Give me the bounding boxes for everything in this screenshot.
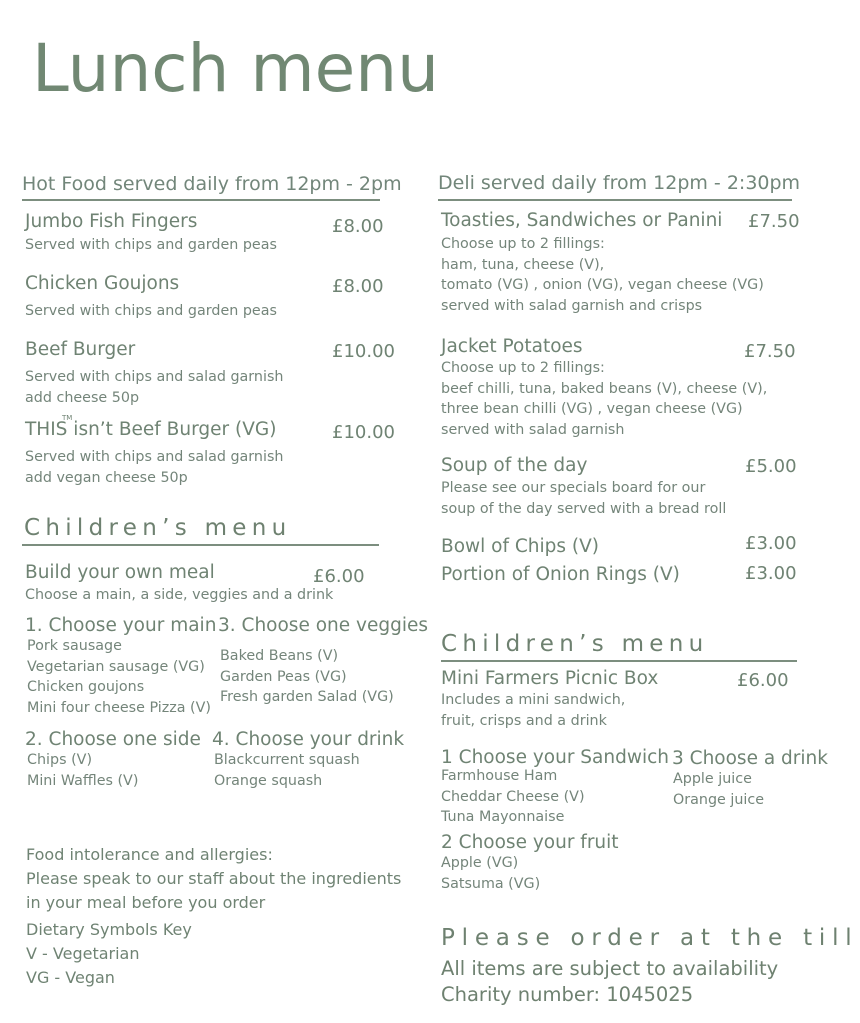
item-price: £7.50 — [748, 211, 800, 232]
list-item: Satsuma (VG) — [441, 875, 541, 892]
list-item: Orange juice — [673, 791, 765, 808]
list-item: Mini four cheese Pizza (V) — [27, 699, 211, 716]
list-item: Chips (V) — [27, 752, 93, 768]
item-name: Toasties, Sandwiches or Panini — [441, 210, 723, 231]
drinks-list — [214, 750, 360, 791]
list-item: Garden Peas (VG) — [220, 668, 347, 685]
deli-heading: Deli served daily from 12pm - 2:30pm — [438, 172, 801, 194]
availability-notice: All items are subject to availability — [441, 957, 779, 980]
item-price: £7.50 — [744, 341, 796, 362]
item-desc: Served with chips and garden peas — [25, 303, 277, 319]
item-desc: Choose up to 2 fillings: ham, tuna, cheese (V), tomato (VG) , onion (VG), vegan cheese (VG) served with salad garnish and crisps — [441, 236, 764, 314]
list-item: Mini Waffles (V) — [27, 772, 139, 789]
item-name: Beef Burger — [25, 339, 136, 360]
fruit-list — [441, 853, 540, 894]
choose-main-heading: 1. Choose your main — [25, 615, 217, 636]
list-item: Orange squash — [214, 772, 323, 789]
meal-desc: Choose a main, a side, veggies and a drink — [25, 587, 334, 603]
choose-drink-heading: 4. Choose your drink — [212, 729, 405, 750]
hot-food-heading: Hot Food served daily from 12pm - 2pm — [22, 173, 402, 195]
page-title: Lunch menu — [32, 30, 439, 107]
item-desc: Served with chips and salad garnish add vegan cheese 50p — [25, 449, 284, 486]
item-name: Portion of Onion Rings (V) — [441, 564, 680, 585]
list-item: Fresh garden Salad (VG) — [220, 689, 394, 705]
choose-veggies-heading: 3. Choose one veggies — [218, 615, 428, 636]
item-desc: Served with chips and garden peas — [25, 237, 277, 253]
sandwich-list — [441, 766, 585, 828]
trademark-mark: TM — [62, 414, 73, 422]
list-item: Apple (VG) — [441, 855, 519, 871]
children-menu-divider — [22, 544, 379, 546]
list-item: Vegetarian sausage (VG) — [27, 658, 205, 675]
list-item: Apple juice — [673, 771, 752, 787]
list-item: Pork sausage — [27, 638, 122, 654]
dietary-key: Dietary Symbols Key V - Vegetarian VG - Vegan — [26, 920, 192, 987]
item-price: £8.00 — [332, 276, 384, 297]
item-name: THIS TM isn’t Beef Burger (VG) — [25, 414, 277, 440]
item-desc: Served with chips and salad garnish add cheese 50p — [25, 369, 284, 406]
drinks-list — [673, 769, 764, 810]
children-menu-heading: Children’s menu — [24, 515, 292, 541]
choose-drink-heading: 3 Choose a drink — [672, 748, 828, 769]
item-price: £8.00 — [332, 216, 384, 237]
item-desc: Choose up to 2 fillings: beef chilli, tuna, baked beans (V), cheese (V), three bean chilli (VG) , vegan cheese (VG) served with salad garnish — [441, 360, 768, 438]
picnic-box-desc: Includes a mini sandwich, fruit, crisps and a drink — [441, 692, 626, 729]
item-name: Chicken Goujons — [25, 273, 180, 294]
choose-sandwich-heading: 1 Choose your Sandwich — [441, 747, 670, 768]
choose-side-heading: 2. Choose one side — [25, 729, 201, 750]
meal-name: Build your own meal — [25, 562, 215, 583]
list-item: Baked Beans (V) — [220, 648, 339, 664]
list-item: Tuna Mayonnaise — [441, 809, 565, 825]
list-item: Chicken goujons — [27, 679, 145, 695]
children-menu-heading: Children’s menu — [441, 631, 709, 657]
meal-price: £6.00 — [313, 566, 365, 587]
item-price: £3.00 — [745, 533, 797, 554]
item-price: £5.00 — [745, 456, 797, 477]
picnic-box-price: £6.00 — [737, 670, 789, 691]
order-notice: Please order at the till — [441, 925, 859, 951]
item-desc: Please see our specials board for our soup of the day served with a bread roll — [441, 480, 727, 517]
mains-list — [27, 636, 211, 718]
item-name: Jacket Potatoes — [441, 336, 583, 357]
item-name: Soup of the day — [441, 455, 588, 476]
charity-number: Charity number: 1045025 — [441, 983, 694, 1006]
item-price: £3.00 — [745, 563, 797, 584]
picnic-box-name: Mini Farmers Picnic Box — [441, 668, 659, 689]
sides-list — [27, 750, 138, 791]
allergy-notice: Food intolerance and allergies: Please speak to our staff about the ingredients in your meal before you order — [26, 845, 402, 912]
item-name: Jumbo Fish Fingers — [25, 211, 198, 232]
choose-fruit-heading: 2 Choose your fruit — [441, 832, 619, 853]
item-price: £10.00 — [332, 422, 395, 443]
list-item: Cheddar Cheese (V) — [441, 788, 585, 805]
list-item: Farmhouse Ham — [441, 768, 558, 784]
item-price: £10.00 — [332, 341, 395, 362]
list-item: Blackcurrent squash — [214, 752, 360, 768]
item-name: Bowl of Chips (V) — [441, 536, 600, 557]
children-menu-divider — [441, 660, 797, 662]
hot-food-divider — [22, 199, 380, 201]
veggies-list — [220, 646, 394, 708]
deli-divider — [438, 199, 792, 201]
